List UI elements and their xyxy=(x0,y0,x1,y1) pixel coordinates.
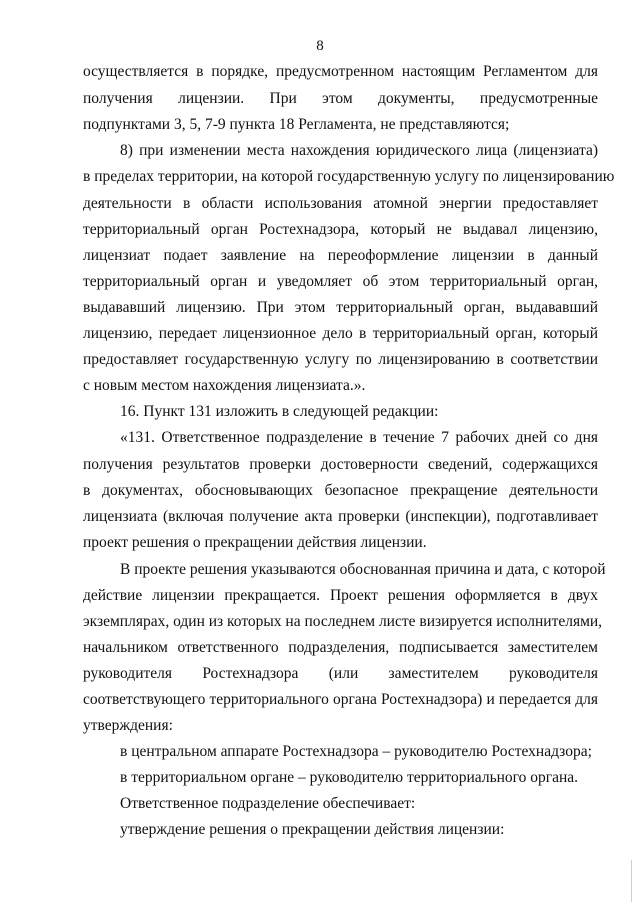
text-line: выдававший лицензию. При этом территориальный орган, выдававший xyxy=(83,299,598,316)
text-line: В проекте решения указываются обоснованная причина и дата, с которой xyxy=(120,561,606,578)
text-line: получения результатов проверки достоверности сведений, содержащихся xyxy=(83,456,598,473)
text-line: лицензиат подает заявление на переоформление лицензии в данный xyxy=(83,247,598,264)
text-line: начальником ответственного подразделения, подписывается заместителем xyxy=(83,639,598,656)
text-line: деятельности в области использования атомной энергии предоставляет xyxy=(83,195,598,212)
text-line: «131. Ответственное подразделение в течение 7 рабочих дней со дня xyxy=(120,429,598,446)
text-line: проект решения о прекращении действия лицензии. xyxy=(83,534,427,551)
text-line: предоставляет государственную услугу по лицензированию в соответствии xyxy=(83,351,598,368)
text-line: 16. Пункт 131 изложить в следующей редакции: xyxy=(120,403,439,420)
text-line: территориальный орган и уведомляет об этом территориальный орган, xyxy=(83,273,598,290)
text-line: 8) при изменении места нахождения юридического лица (лицензиата) xyxy=(120,142,598,159)
text-line: осуществляется в порядке, предусмотренном настоящим Регламентом для xyxy=(83,63,598,80)
text-line: Ответственное подразделение обеспечивает: xyxy=(120,795,416,812)
text-line: утверждения: xyxy=(83,717,173,734)
text-line: в пределах территории, на которой государственную услугу по лицензированию xyxy=(83,168,615,185)
text-line: лицензию, передает лицензионное дело в территориальный орган, который xyxy=(83,325,598,342)
text-line: с новым местом нахождения лицензиата.». xyxy=(83,377,366,394)
text-line: действие лицензии прекращается. Проект решения оформляется в двух xyxy=(83,587,598,604)
text-line: подпунктами 3, 5, 7-9 пункта 18 Регламента, не представляются; xyxy=(83,116,510,133)
text-line: получения лицензии. При этом документы, предусмотренные xyxy=(83,90,598,107)
text-line: экземплярах, один из которых на последнем листе визируется исполнителями, xyxy=(83,613,603,630)
text-line: в территориальном органе – руководителю территориального органа. xyxy=(120,769,579,786)
text-line: территориальный орган Ростехнадзора, который не выдавал лицензию, xyxy=(83,221,598,238)
text-line: в центральном аппарате Ростехнадзора – руководителю Ростехнадзора; xyxy=(120,743,592,760)
text-line: соответствующего территориального органа Ростехнадзора) и передается для xyxy=(83,691,598,708)
text-line: утверждение решения о прекращении действия лицензии: xyxy=(120,821,505,838)
text-line: лицензиата (включая получение акта проверки (инспекции), подготавливает xyxy=(83,508,598,525)
text-line: руководителя Ростехнадзора (или заместителем руководителя xyxy=(83,665,598,682)
page-number: 8 xyxy=(316,38,324,54)
text-line: в документах, обосновывающих безопасное прекращение деятельности xyxy=(83,482,598,499)
scan-edge-mark xyxy=(631,860,632,902)
